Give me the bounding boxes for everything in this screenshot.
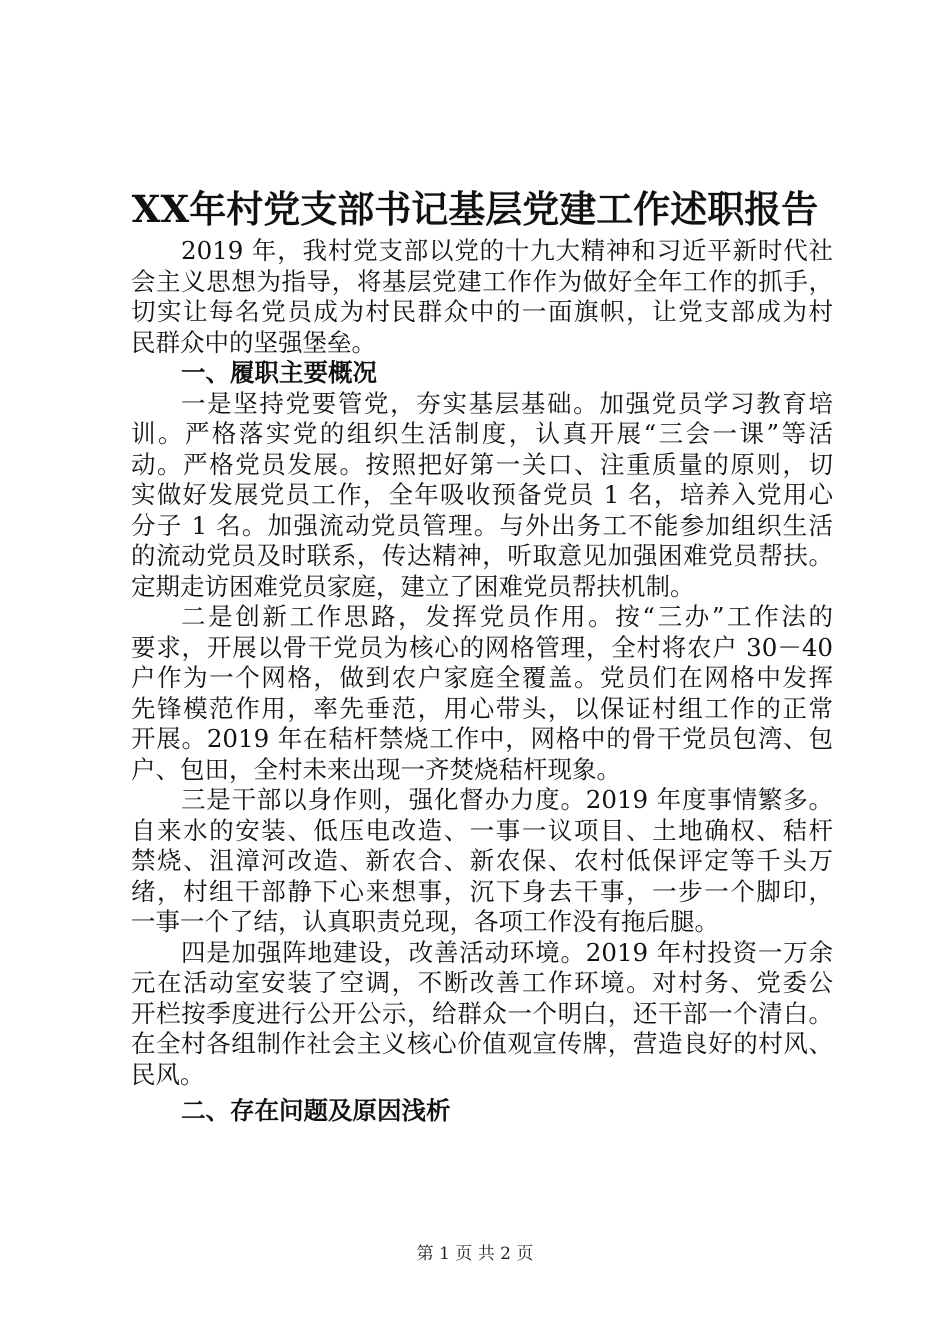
text-line: 开栏按季度进行公开公示，给群众一个明白，还干部一个清白。	[131, 998, 833, 1028]
text-line: 开展。2019 年在秸杆禁烧工作中，网格中的骨干党员包湾、包	[131, 724, 833, 753]
text-line: 三是干部以身作则，强化督办力度。2019 年度事情繁多。	[181, 785, 833, 814]
text-line: 元在活动室安装了空调，不断改善工作环境。对村务、党委公	[131, 968, 833, 997]
text-line: 会主义思想为指导，将基层党建工作作为做好全年工作的抓手，	[131, 266, 833, 296]
text-line: 的流动党员及时联系，传达精神，听取意见加强困难党员帮扶。	[131, 541, 833, 570]
text-line: 要求，开展以骨干党员为核心的网格管理，全村将农户 30－40	[131, 632, 833, 662]
text-line: 禁烧、沮漳河改造、新农合、新农保、农村低保评定等千头万	[131, 846, 833, 875]
text-line: 2019 年，我村党支部以党的十九大精神和习近平新时代社	[181, 236, 833, 265]
page-footer: 第 1 页 共 2 页	[416, 1244, 534, 1264]
section-heading: 二、存在问题及原因浅析	[181, 1096, 451, 1125]
text-line: 绪，村组干部静下心来想事，沉下身去干事，一步一个脚印，	[131, 876, 833, 906]
text-line: 动。严格党员发展。按照把好第一关口、注重质量的原则，切	[131, 449, 833, 479]
text-line: 二是创新工作思路，发挥党员作用。按“三办”工作法的	[181, 602, 833, 631]
text-line: 先锋模范作用，率先垂范，用心带头，以保证村组工作的正常	[131, 693, 833, 723]
section-heading: 一、履职主要概况	[181, 358, 377, 387]
text-line: 在全村各组制作社会主义核心价值观宣传牌，营造良好的村风、	[131, 1029, 833, 1058]
text-line: 自来水的安装、低压电改造、一事一议项目、土地确权、秸杆	[131, 815, 833, 845]
document-body	[131, 236, 833, 1127]
text-line: 切实让每名党员成为村民群众中的一面旗帜，让党支部成为村	[131, 297, 833, 326]
text-line: 分子 1 名。加强流动党员管理。与外出务工不能参加组织生活	[131, 510, 833, 540]
text-line: 一事一个了结，认真职责兑现，各项工作没有拖后腿。	[131, 907, 719, 936]
text-line: 四是加强阵地建设，改善活动环境。2019 年村投资一万余	[181, 937, 833, 967]
text-line: 民群众中的坚强堡垒。	[131, 327, 376, 357]
text-line: 实做好发展党员工作，全年吸收预备党员 1 名，培养入党用心	[131, 480, 833, 509]
text-line: 训。严格落实党的组织生活制度，认真开展“三会一课”等活	[131, 419, 833, 448]
document-title: XX年村党支部书记基层党建工作述职报告	[131, 187, 819, 231]
text-line: 民风。	[131, 1059, 205, 1089]
text-line: 定期走访困难党员家庭，建立了困难党员帮扶机制。	[131, 571, 695, 601]
text-line: 一是坚持党要管党，夯实基层基础。加强党员学习教育培	[181, 388, 833, 418]
text-line: 户作为一个网格，做到农户家庭全覆盖。党员们在网格中发挥	[131, 663, 833, 692]
text-line: 户、包田，全村未来出现一齐焚烧秸杆现象。	[131, 754, 621, 784]
